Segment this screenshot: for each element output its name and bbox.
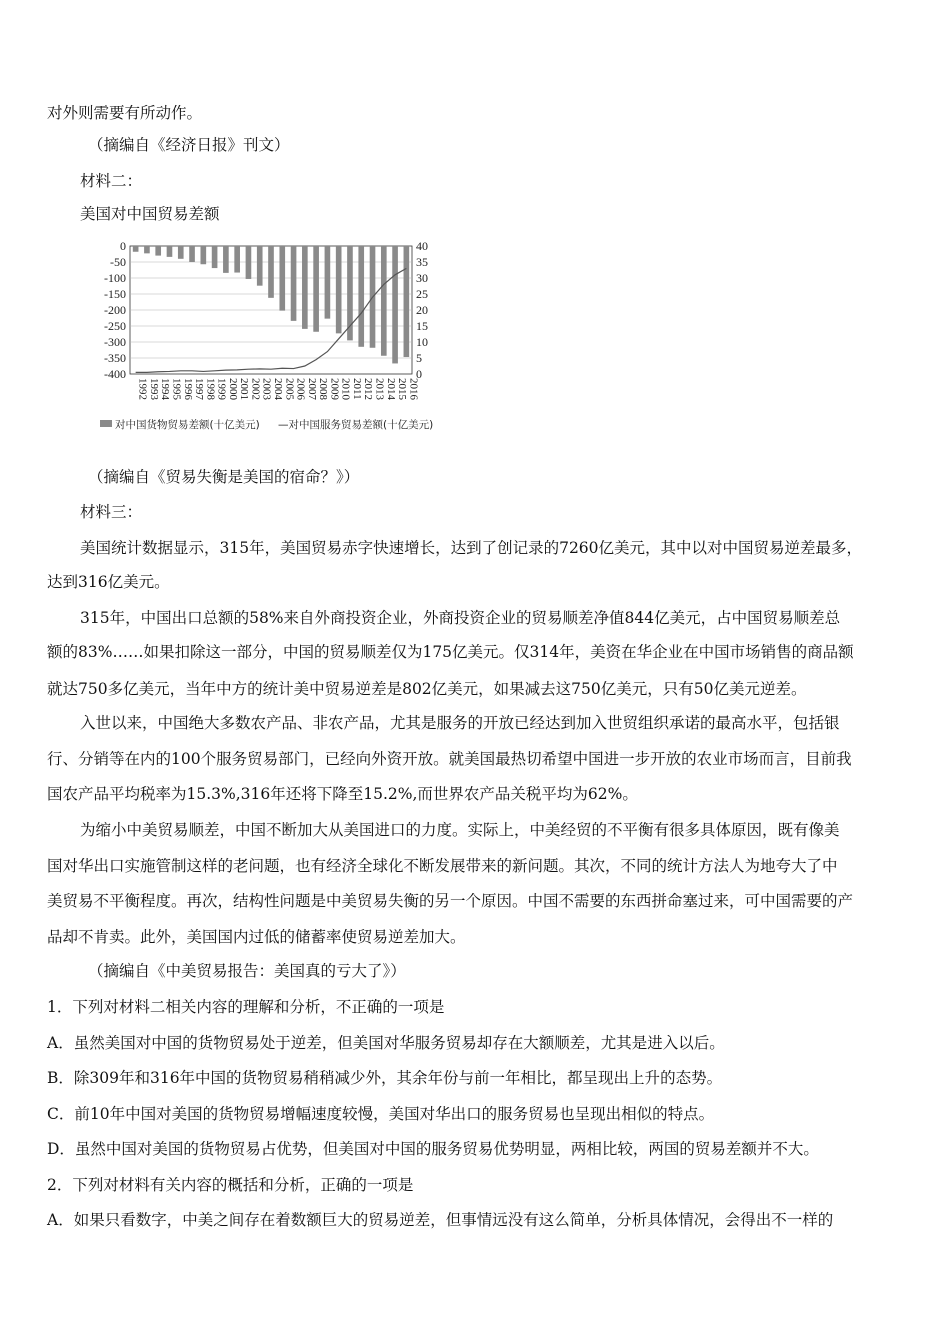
goods-balance-bar	[358, 246, 364, 347]
x-tick-label: 1995	[170, 378, 183, 400]
text-line: 达到316亿美元。	[47, 573, 170, 591]
left-tick-label: -250	[104, 319, 126, 333]
goods-balance-bar	[381, 246, 387, 356]
x-tick-label: 2003	[260, 378, 273, 400]
x-tick-label: 1999	[215, 378, 228, 400]
text-line: C．前10年中国对美国的货物贸易增幅速度较慢，美国对华出口的服务贸易也呈现出相似的特点。	[47, 1105, 715, 1123]
x-tick-label: 2010	[339, 378, 352, 400]
legend-bar-swatch	[100, 420, 112, 427]
goods-balance-bar	[178, 246, 184, 259]
text-line: （摘编自《经济日报》刊文）	[88, 136, 290, 154]
goods-balance-bar	[234, 246, 240, 273]
goods-balance-bar	[246, 246, 252, 279]
goods-balance-bar	[336, 246, 342, 333]
text-line: 材料三：	[80, 503, 143, 521]
goods-balance-bar	[291, 246, 297, 321]
right-tick-label: 25	[416, 287, 428, 301]
x-tick-label: 2005	[283, 378, 296, 400]
text-line: 美国对中国贸易差额	[80, 205, 220, 223]
x-tick-label: 2007	[305, 378, 318, 400]
goods-balance-bar	[133, 246, 139, 252]
text-line: 1．下列对材料二相关内容的理解和分析，不正确的一项是	[47, 998, 445, 1016]
text-line: 品却不肯卖。此外，美国国内过低的储蓄率使贸易逆差加大。	[47, 928, 466, 946]
right-tick-label: 5	[416, 351, 422, 365]
goods-balance-bar	[223, 246, 229, 273]
x-tick-label: 2002	[249, 378, 262, 400]
text-line: 行、分销等在内的100个服务贸易部门，已经向外资开放。就美国最热切希望中国进一步开放的农业市场而言，目前我	[47, 750, 852, 768]
text-line: B．除309年和316年中国的货物贸易稍稍减少外，其余年份与前一年相比，都呈现出上升的态势。	[47, 1069, 723, 1087]
x-tick-label: 1994	[159, 378, 172, 400]
left-tick-label: -350	[104, 351, 126, 365]
goods-balance-bar	[279, 246, 285, 311]
text-line: 材料二：	[80, 172, 143, 190]
x-tick-label: 2011	[350, 378, 363, 400]
left-tick-label: -400	[104, 367, 126, 381]
x-tick-label: 2015	[396, 378, 409, 400]
goods-balance-bar	[392, 246, 398, 363]
goods-balance-bar	[167, 246, 173, 257]
goods-balance-bar	[257, 246, 263, 286]
goods-balance-bar	[189, 246, 195, 262]
right-tick-label: 30	[416, 271, 428, 285]
text-line: A．如果只看数字，中美之间存在着数额巨大的贸易逆差，但事情远没有这么简单，分析具体情况，会得出不一样的	[47, 1211, 834, 1229]
goods-balance-bar	[201, 246, 207, 264]
text-line: 额的83%……如果扣除这一部分，中国的贸易顺差仅为175亿美元。仅314年，美资在华企业在中国市场销售的商品额	[47, 643, 854, 661]
x-tick-label: 2004	[272, 378, 284, 400]
right-tick-label: 35	[416, 255, 428, 269]
text-line: 2．下列对材料有关内容的概括和分析，正确的一项是	[47, 1176, 414, 1194]
text-line: （摘编自《中美贸易报告：美国真的亏大了》）	[88, 962, 406, 980]
x-tick-label: 2016	[407, 378, 420, 400]
x-tick-label: 1998	[204, 378, 217, 400]
left-tick-label: -100	[104, 271, 126, 285]
left-tick-label: -50	[110, 255, 126, 269]
left-tick-label: -200	[104, 303, 126, 317]
right-tick-label: 15	[416, 319, 428, 333]
goods-balance-bar	[268, 246, 274, 298]
left-tick-label: -300	[104, 335, 126, 349]
goods-balance-bar	[313, 246, 319, 332]
text-line: A．虽然美国对中国的货物贸易处于逆差，但美国对华服务贸易却存在大额顺差，尤其是进入以后。	[47, 1034, 725, 1052]
text-line: 美贸易不平衡程度。再次，结构性问题是中美贸易失衡的另一个原因。中国不需要的东西拼命塞过来，可中国需要的产	[47, 892, 854, 910]
text-line: （摘编自《贸易失衡是美国的宿命？》）	[88, 468, 360, 486]
goods-balance-bar	[404, 246, 410, 357]
x-tick-label: 2014	[384, 378, 397, 400]
x-tick-label: 2006	[294, 378, 307, 400]
right-tick-label: 10	[416, 335, 428, 349]
x-tick-label: 2009	[328, 378, 341, 400]
text-line: 入世以来，中国绝大多数农产品、非农产品，尤其是服务的开放已经达到加入世贸组织承诺的最高水平，包括银	[80, 714, 840, 732]
right-tick-label: 40	[416, 239, 428, 253]
goods-balance-bar	[144, 246, 150, 253]
text-line: 国对华出口实施管制这样的老问题，也有经济全球化不断发展带来的新问题。其次，不同的统计方法人为地夸大了中	[47, 857, 838, 875]
x-tick-label: 2013	[373, 378, 386, 400]
goods-balance-bar	[212, 246, 218, 268]
right-tick-label: 20	[416, 303, 428, 317]
x-tick-label: 1992	[136, 378, 149, 400]
x-tick-label: 1993	[147, 378, 160, 400]
x-tick-label: 1996	[181, 378, 194, 400]
text-line: 国农产品平均税率为15.3%,316年还将下降至15.2%,而世界农产品关税平均为62%。	[47, 785, 638, 803]
legend-label: —对中国服务贸易差额(十亿美元)	[278, 419, 434, 431]
legend-label: 对中国货物贸易差额(十亿美元)	[115, 419, 260, 431]
text-line: 美国统计数据显示，315年，美国贸易赤字快速增长，达到了创记录的7260亿美元，其中以对中国贸易逆差最多，	[80, 539, 863, 557]
text-line: D．虽然中国对美国的货物贸易占优势，但美国对中国的服务贸易优势明显，两相比较，两国的贸易差额并不大。	[47, 1140, 819, 1158]
left-tick-label: 0	[120, 239, 126, 253]
x-tick-label: 2001	[238, 378, 251, 400]
x-tick-label: 1997	[193, 378, 206, 400]
text-line: 为缩小中美贸易顺差，中国不断加大从美国进口的力度。实际上，中美经贸的不平衡有很多具体原因，既有像美	[80, 821, 840, 839]
x-tick-label: 2000	[226, 378, 239, 400]
goods-balance-bar	[155, 246, 161, 256]
trade-balance-chart	[90, 232, 450, 442]
text-line: 就达750多亿美元，当年中方的统计美中贸易逆差是802亿美元，如果减去这750亿美元，只有50亿美元逆差。	[47, 680, 807, 698]
text-line: 315年，中国出口总额的58%来自外商投资企业，外商投资企业的贸易顺差净值844亿美元，占中国贸易顺差总	[80, 609, 841, 627]
x-tick-label: 2012	[362, 378, 375, 400]
right-tick-label: 0	[416, 367, 422, 381]
goods-balance-bar	[325, 246, 331, 319]
goods-balance-bar	[302, 246, 308, 329]
left-tick-label: -150	[104, 287, 126, 301]
x-tick-label: 2008	[317, 378, 330, 400]
text-line: 对外则需要有所动作。	[47, 104, 203, 122]
